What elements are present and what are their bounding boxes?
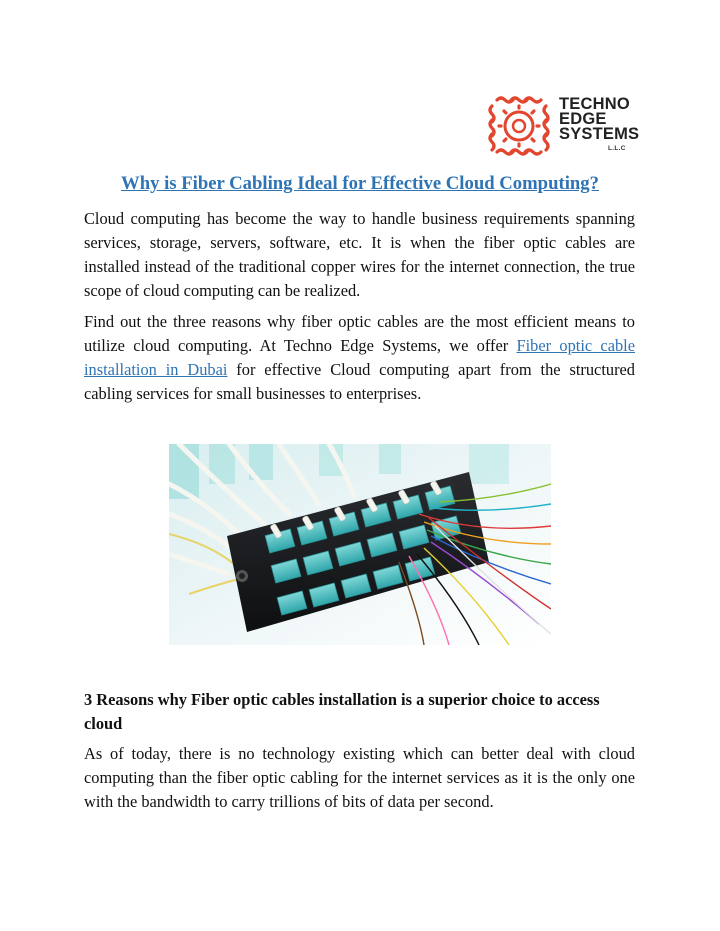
logo-line-1: TECHNO bbox=[559, 95, 630, 113]
logo-wordmark bbox=[559, 97, 639, 142]
fiber-installation-link[interactable]: Fiber optic cable installation in Dubai bbox=[84, 336, 636, 379]
page-title[interactable]: Why is Fiber Cabling Ideal for Effective Cloud Computing? bbox=[121, 173, 599, 194]
bandwidth-paragraph: As of today, there is no technology existing which can better deal with cloud computing than the fiber optic cabling for the internet services as it is the only one with the bandwidth to carry trillions of bits of data per second. bbox=[84, 744, 635, 811]
section-heading: 3 Reasons why Fiber optic cables installation is a superior choice to access cloud bbox=[84, 690, 600, 733]
intro-paragraph: Cloud computing has become the way to handle business requirements spanning services, storage, servers, software, etc. It is when the fiber optic cables are installed instead of the traditional copper wires for the internet connection, the true scope of cloud computing can be realized. bbox=[84, 209, 635, 300]
paragraph-text-before-link: Find out the three reasons why fiber optic cables are the most efficient means to utilize cloud computing. At Techno Edge Systems, we offer bbox=[84, 312, 635, 355]
techno-edge-logo-icon bbox=[487, 94, 551, 158]
logo-suffix: L.L.C bbox=[608, 145, 626, 152]
logo-line-2: EDGE bbox=[559, 110, 607, 128]
paragraph-text-after-link: for effective Cloud computing apart from the structured cabling services for small businesses to enterprises. bbox=[84, 360, 635, 403]
fiber-patch-panel-image bbox=[169, 444, 551, 645]
company-logo bbox=[487, 94, 647, 158]
logo-line-3: SYSTEMS bbox=[559, 125, 640, 143]
reasons-intro-paragraph bbox=[84, 310, 635, 406]
